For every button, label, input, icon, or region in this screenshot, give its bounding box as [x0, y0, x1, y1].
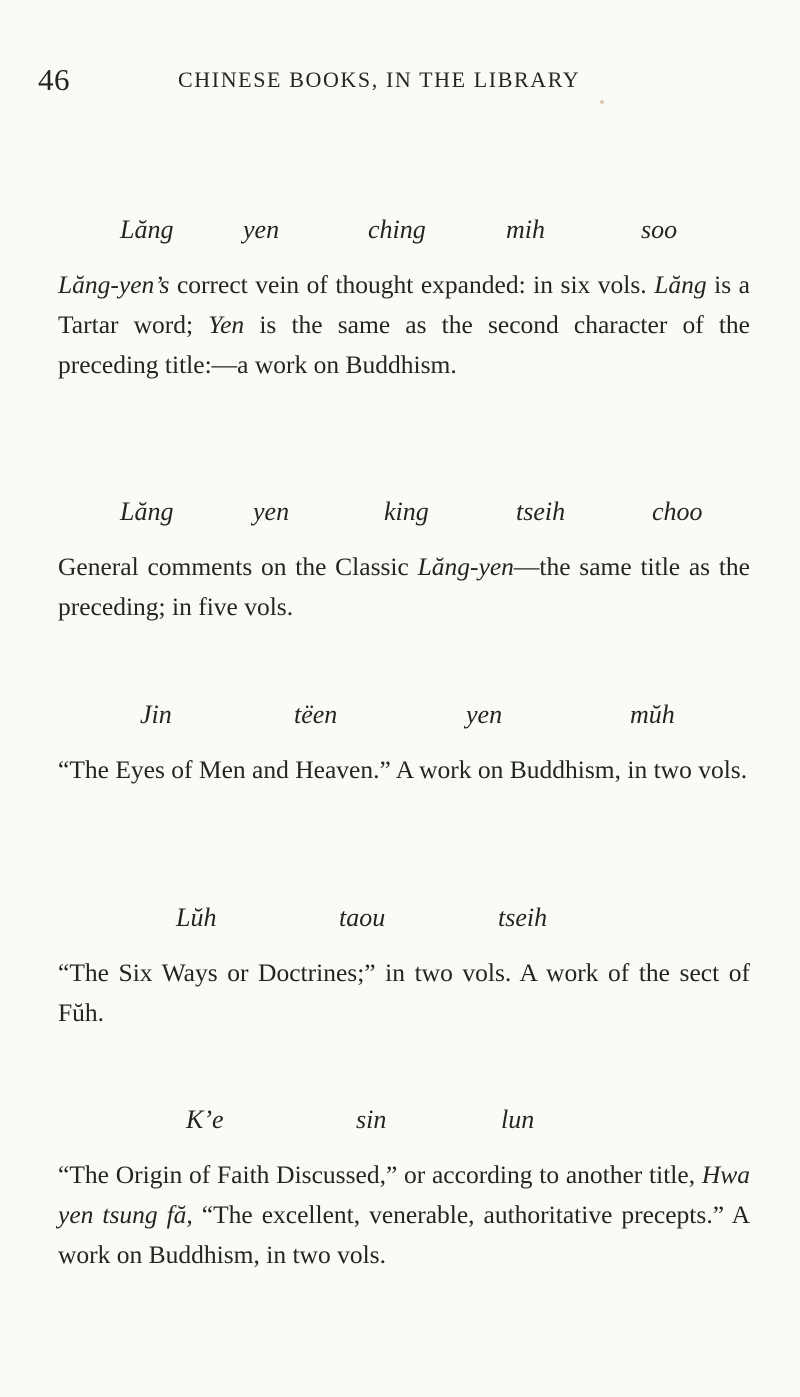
paper-speck [600, 100, 604, 104]
romanized-title [58, 497, 750, 537]
book-description: Lăng-yen’s correct vein of thought expanded: in six vols. Lăng is a Tartar word; Yen is the same as the second character of the preceding title:—a work on Buddhism. [58, 270, 750, 379]
romanized-word: mih [506, 215, 545, 244]
romanized-word: king [384, 497, 429, 526]
book-description: “The Six Ways or Doctrines;” in two vols. A work of the sect of Fŭh. [58, 958, 750, 1027]
romanized-word: soo [641, 215, 678, 244]
romanized-word: tseih [498, 903, 548, 932]
romanized-word: mŭh [630, 700, 675, 729]
book-entry [58, 1105, 750, 1275]
romanized-word: K’e [186, 1105, 224, 1134]
book-description: “The Origin of Faith Discussed,” or according to another title, Hwa yen tsung fă, “The excellent, venerable, authoritative precepts.” A work on Buddhism, in two vols. [58, 1160, 750, 1269]
romanized-word: lun [501, 1105, 535, 1134]
romanized-word: choo [652, 497, 703, 526]
romanized-word: yen [243, 215, 280, 244]
book-description: “The Eyes of Men and Heaven.” A work on Buddhism, in two vols. [58, 755, 748, 784]
romanized-word: tëen [294, 700, 338, 729]
book-entry [58, 700, 750, 790]
romanized-word: yen [466, 700, 503, 729]
romanized-word: sin [356, 1105, 387, 1134]
romanized-title [58, 215, 750, 255]
romanized-word: Lăng [120, 215, 174, 244]
romanized-word: yen [253, 497, 290, 526]
book-description: General comments on the Classic Lăng-yen—the same title as the preceding; in five vols. [58, 552, 750, 621]
running-title: CHINESE BOOKS, IN THE LIBRARY [178, 67, 581, 92]
romanized-title [58, 700, 750, 740]
romanized-word: tseih [516, 497, 566, 526]
page-number: 46 [38, 62, 70, 97]
running-head [0, 62, 800, 102]
romanized-title [58, 1105, 750, 1145]
romanized-word: ching [368, 215, 426, 244]
romanized-word: Jin [140, 700, 172, 729]
book-entry [58, 903, 750, 1033]
romanized-title [58, 903, 750, 943]
romanized-word: Lăng [120, 497, 174, 526]
romanized-word: Lŭh [176, 903, 217, 932]
romanized-word: taou [339, 903, 386, 932]
book-entry [58, 497, 750, 627]
book-entry [58, 215, 750, 385]
